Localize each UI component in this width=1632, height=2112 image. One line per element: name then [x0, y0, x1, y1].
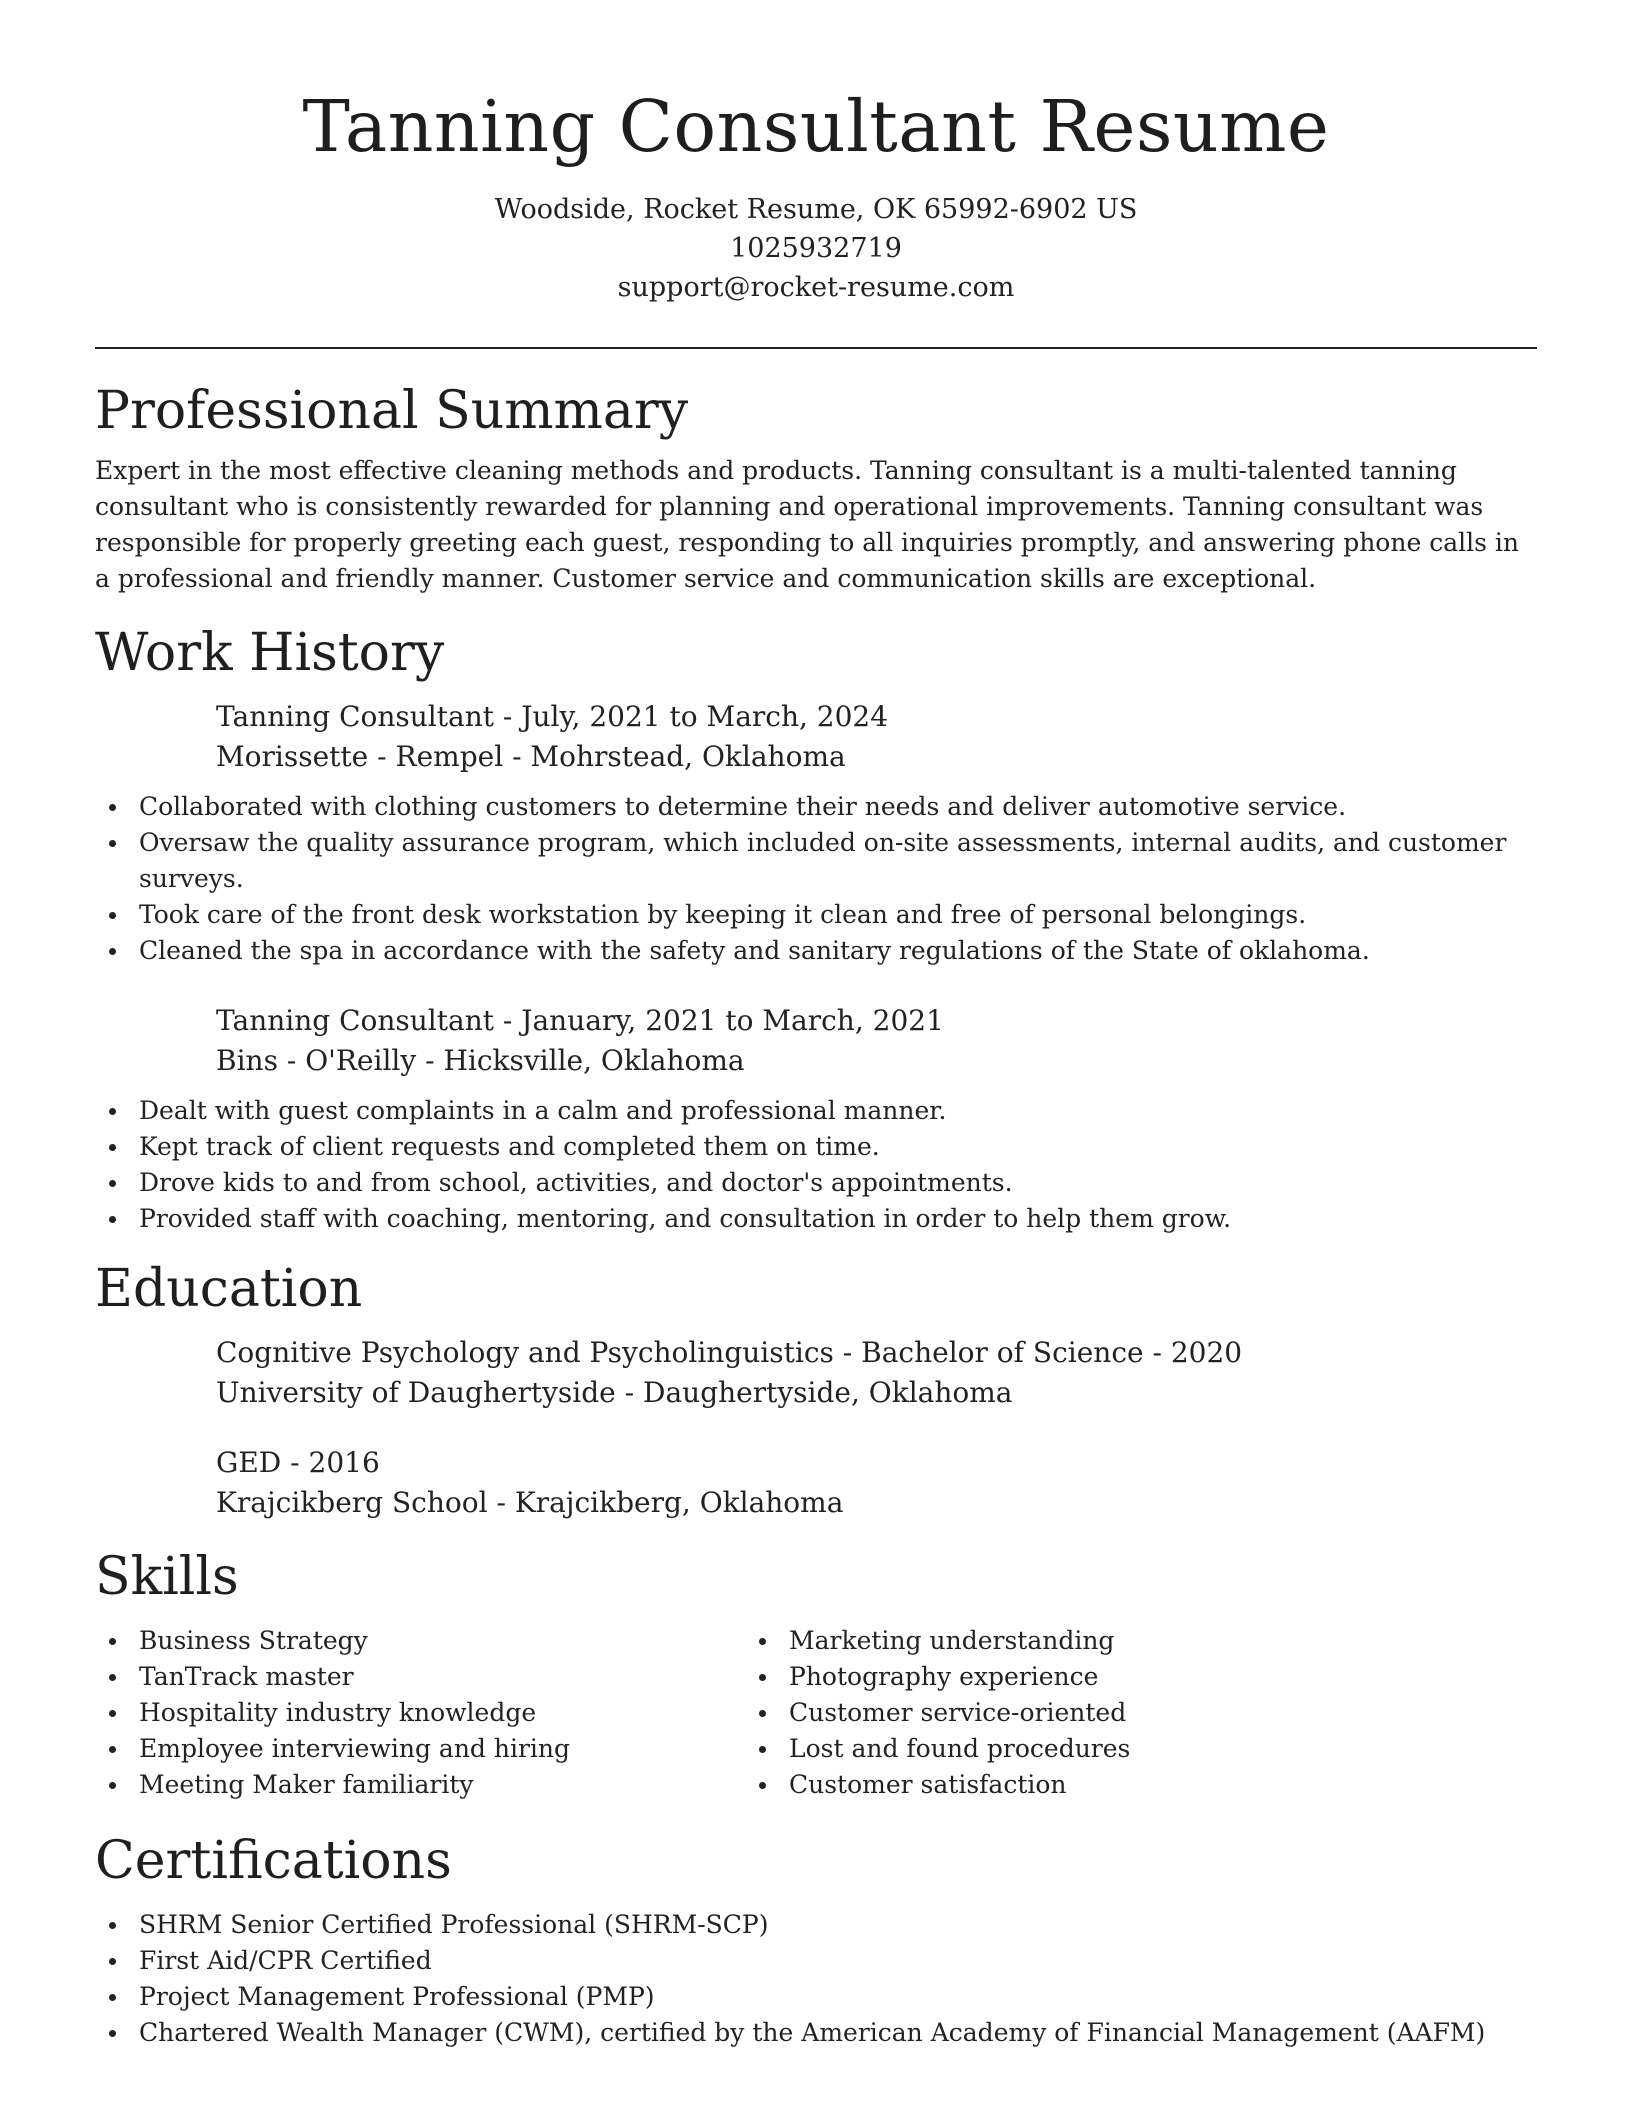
skills-section [95, 1545, 1537, 1803]
list-item: Took care of the front desk workstation by keeping it clean and free of personal belongings. [95, 897, 1537, 933]
education-entry [216, 1443, 1537, 1523]
section-title-education: Education [95, 1259, 363, 1319]
skills-grid [95, 1623, 1537, 1803]
skills-column-right [745, 1623, 1395, 1803]
section-title-work: Work History [95, 623, 445, 683]
job-entry [216, 697, 1537, 777]
work-section [95, 621, 1537, 1237]
list-item: Business Strategy [95, 1623, 745, 1659]
list-item: Cleaned the spa in accordance with the safety and sanitary regulations of the State of oklahoma. [95, 933, 1537, 969]
list-item: Kept track of client requests and completed them on time. [95, 1129, 1537, 1165]
skills-column-left [95, 1623, 745, 1803]
list-item: Oversaw the quality assurance program, which included on-site assessments, internal audits, and customer surveys. [95, 825, 1537, 897]
summary-section [95, 379, 1537, 597]
list-item: TanTrack master [95, 1659, 745, 1695]
job-bullets [95, 789, 1537, 969]
list-item: Chartered Wealth Manager (CWM), certified by the American Academy of Financial Management (AAFM) [95, 2015, 1537, 2051]
list-item: Photography experience [745, 1659, 1395, 1695]
contact-phone: 1025932719 [730, 233, 902, 264]
job-bullets [95, 1093, 1537, 1237]
job-company-line: Bins - O'Reilly - Hicksville, Oklahoma [216, 1044, 745, 1077]
contact-email: support@rocket-resume.com [617, 272, 1015, 303]
education-school-line: University of Daughertyside - Daughertyside, Oklahoma [216, 1376, 1013, 1409]
list-item: Meeting Maker familiarity [95, 1767, 745, 1803]
list-item: Marketing understanding [745, 1623, 1395, 1659]
education-degree-line: GED - 2016 [216, 1446, 380, 1479]
list-item: Employee interviewing and hiring [95, 1731, 745, 1767]
contact-address: Woodside, Rocket Resume, OK 65992-6902 US [494, 194, 1138, 225]
list-item: First Aid/CPR Certified [95, 1943, 1537, 1979]
list-item: Customer service-oriented [745, 1695, 1395, 1731]
list-item: Dealt with guest complaints in a calm and professional manner. [95, 1093, 1537, 1129]
list-item: Collaborated with clothing customers to determine their needs and deliver automotive service. [95, 789, 1537, 825]
summary-text: Expert in the most effective cleaning methods and products. Tanning consultant is a multi-talented tanning consultant who is consistently rewarded for planning and operational improvements. Tanning consultant was responsible for properly greeting each guest, responding to all inquiries promptly, and answering phone calls in a professional and friendly manner. Customer service and communication skills are exceptional. [95, 456, 1519, 593]
certifications-list [95, 1907, 1537, 2051]
section-title-certifications: Certifications [95, 1831, 452, 1891]
job-entry [216, 1001, 1537, 1081]
job-role-line: Tanning Consultant - January, 2021 to March, 2021 [216, 1004, 944, 1037]
job-company-line: Morissette - Rempel - Mohrstead, Oklahoma [216, 740, 846, 773]
header-divider [95, 347, 1537, 349]
resume-page [95, 0, 1537, 2051]
list-item: Project Management Professional (PMP) [95, 1979, 1537, 2015]
education-entry [216, 1333, 1537, 1413]
education-degree-line: Cognitive Psychology and Psycholinguistics - Bachelor of Science - 2020 [216, 1336, 1243, 1369]
job-role-line: Tanning Consultant - July, 2021 to March, 2024 [216, 700, 889, 733]
section-title-summary: Professional Summary [95, 381, 689, 441]
education-section [95, 1257, 1537, 1523]
certifications-section [95, 1829, 1537, 2051]
resume-header [95, 0, 1537, 307]
list-item: SHRM Senior Certified Professional (SHRM-SCP) [95, 1907, 1537, 1943]
list-item: Provided staff with coaching, mentoring, and consultation in order to help them grow. [95, 1201, 1537, 1237]
section-title-skills: Skills [95, 1547, 239, 1607]
list-item: Customer satisfaction [745, 1767, 1395, 1803]
page-title: Tanning Consultant Resume [302, 85, 1330, 168]
education-school-line: Krajcikberg School - Krajcikberg, Oklahoma [216, 1486, 844, 1519]
list-item: Hospitality industry knowledge [95, 1695, 745, 1731]
list-item: Drove kids to and from school, activities, and doctor's appointments. [95, 1165, 1537, 1201]
contact-info [95, 190, 1537, 307]
list-item: Lost and found procedures [745, 1731, 1395, 1767]
